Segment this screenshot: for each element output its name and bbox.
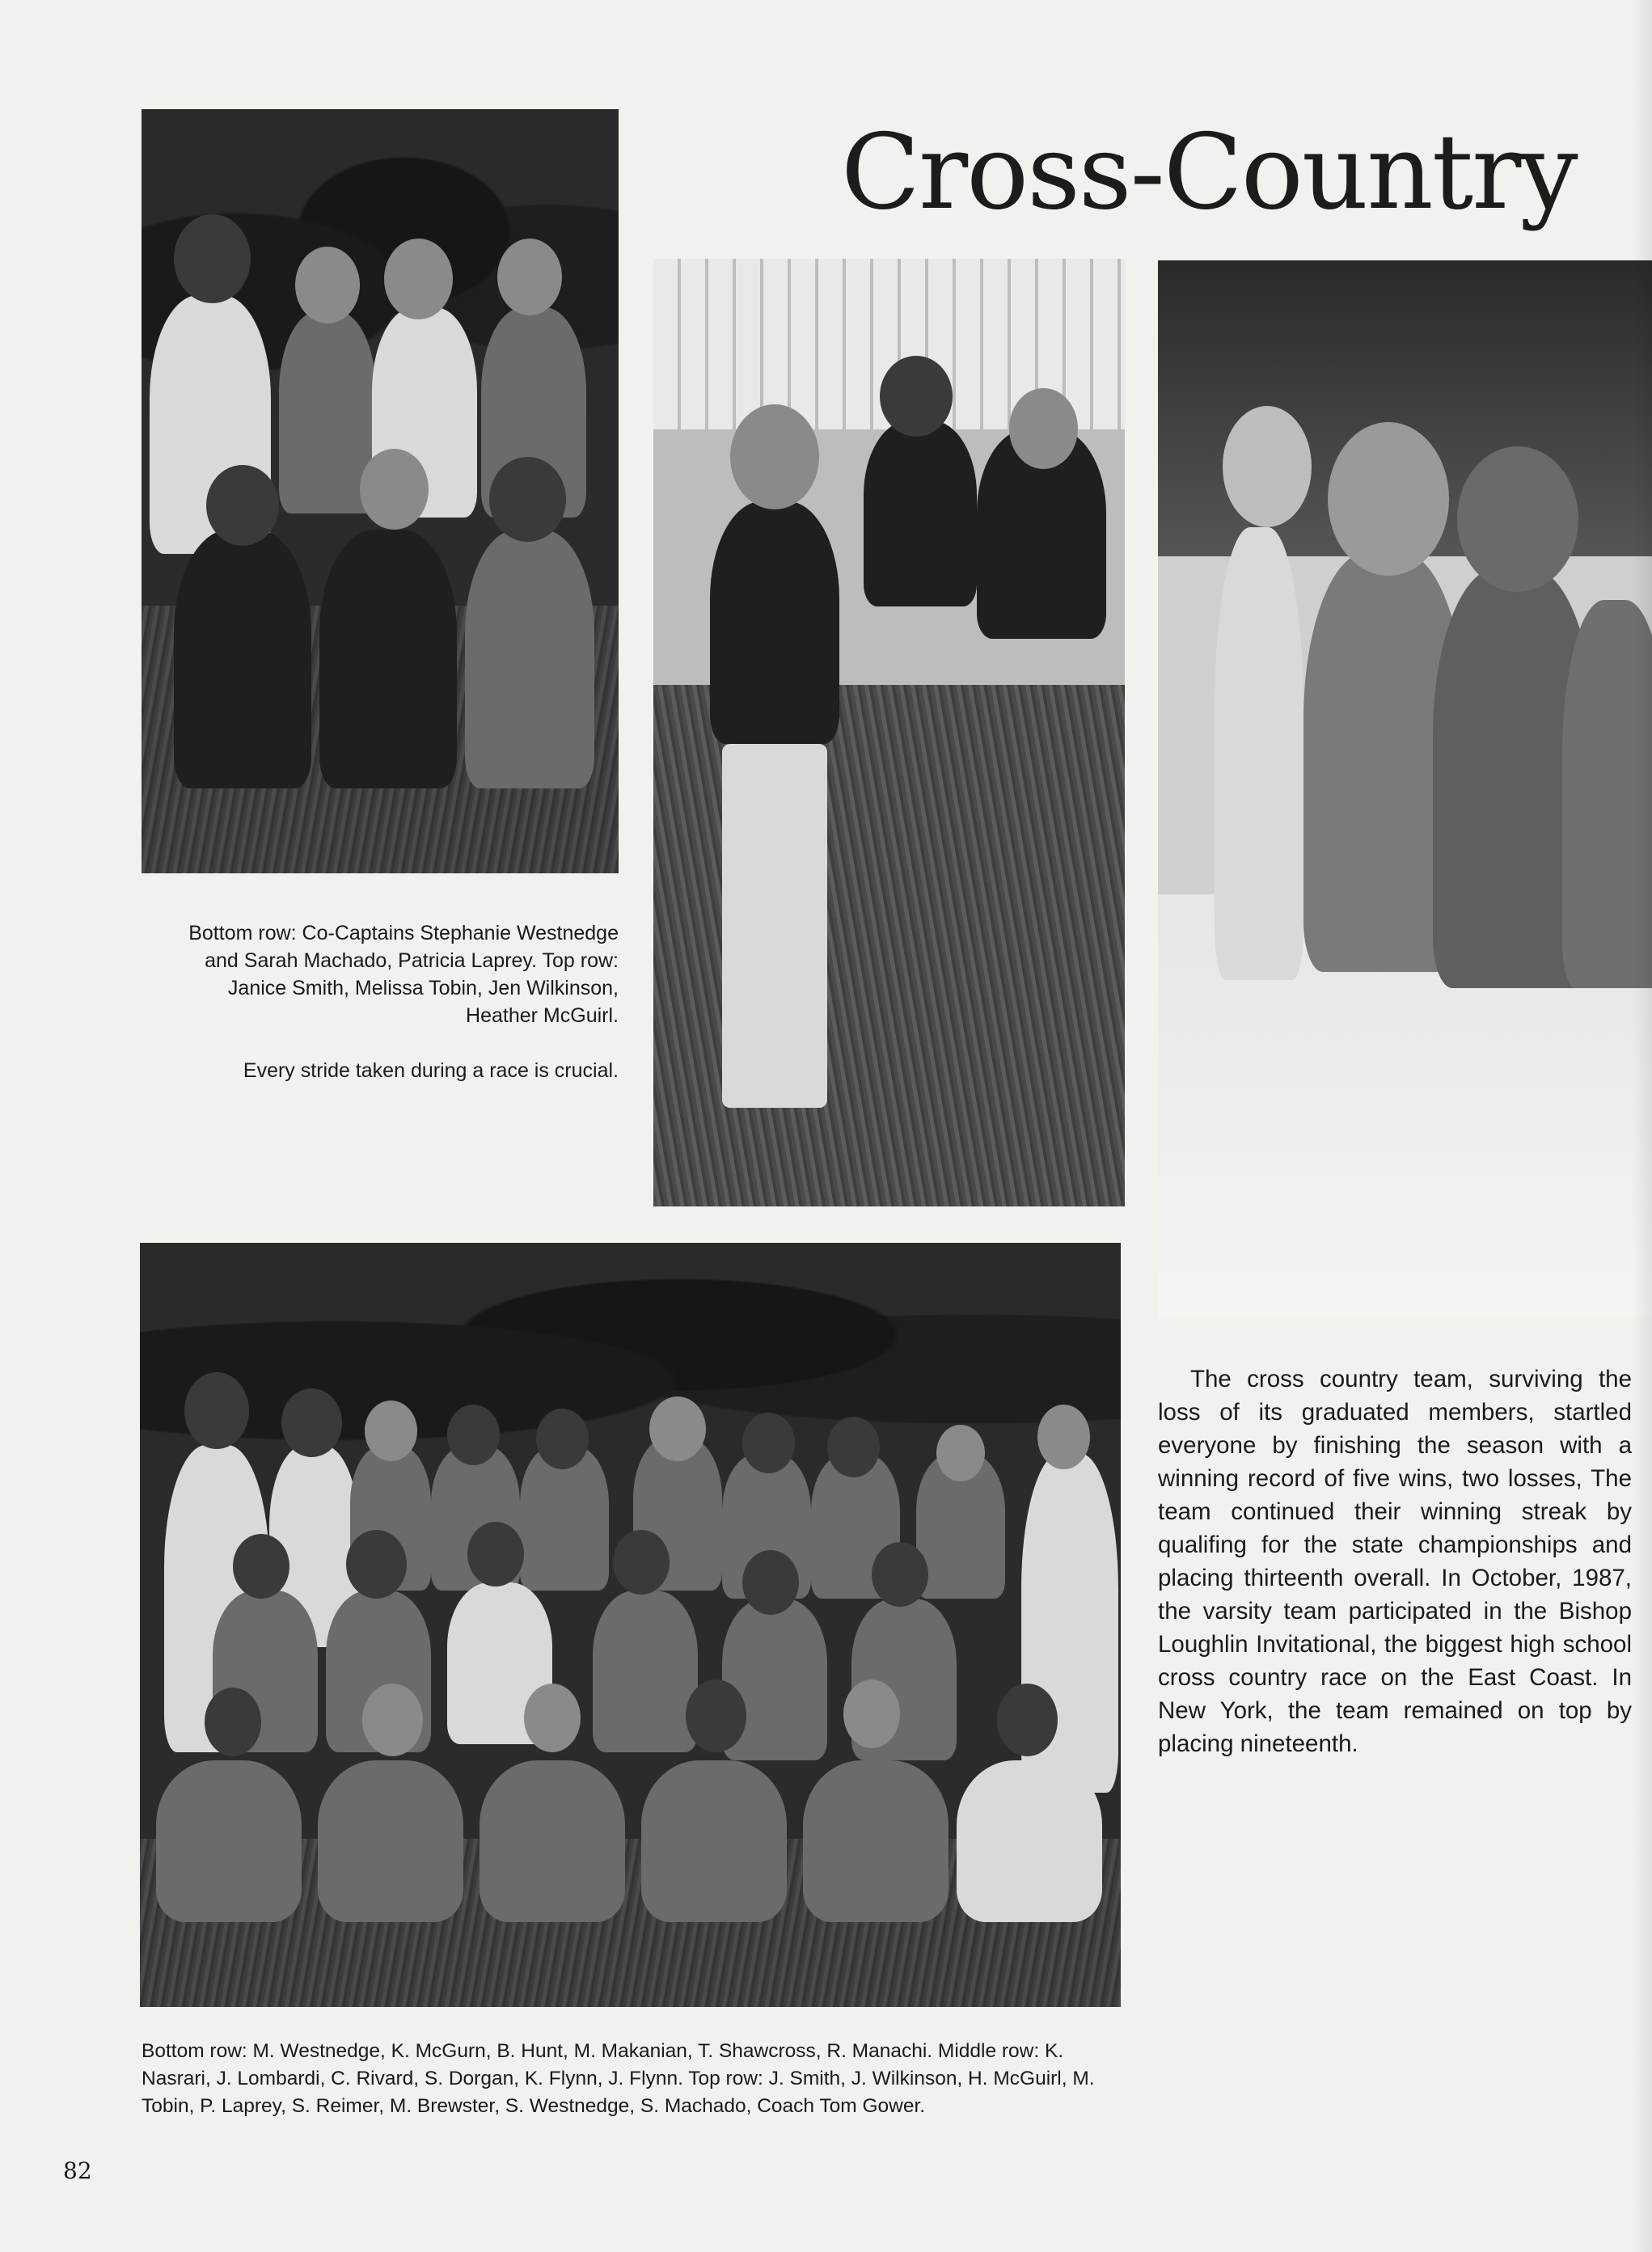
- team-closeup-photo: [1158, 260, 1652, 1316]
- person: [319, 530, 457, 788]
- person: [156, 1760, 302, 1922]
- person-head: [997, 1684, 1058, 1756]
- coach-head: [1037, 1405, 1090, 1469]
- person-head: [686, 1679, 746, 1752]
- person: [803, 1760, 949, 1922]
- person: [957, 1760, 1102, 1922]
- page-number: 82: [63, 2157, 92, 2184]
- person-head: [184, 1372, 249, 1449]
- runners-photo: [653, 259, 1125, 1206]
- person: [174, 530, 311, 788]
- runner-head: [730, 404, 819, 509]
- caption-line: Nasrari, J. Lombardi, C. Rivard, S. Dorgan, K. Flynn, J. Flynn. Top row: J. Smith, J. Wilkinson, H. McGuirl, M.: [142, 2068, 1095, 2089]
- person-head: [384, 239, 453, 319]
- story-paragraph: The cross country team, surviving the loss of its graduated members, startled everyone by finishing the season with a winning record of five wins, two losses, The team continued their winning streak by qualifing for the state championships and placing thirteenth overall. In October, 1987, the varsity team participated in the Bishop Loughlin Invitational, the biggest high school cross country race on the East Coast. In New York, the team remained on top by placing nineteenth.: [1158, 1366, 1632, 1757]
- person-head: [1223, 406, 1312, 527]
- person-head: [1457, 446, 1578, 592]
- person: [480, 1760, 625, 1922]
- person: [465, 530, 594, 788]
- caption-line: Janice Smith, Melissa Tobin, Jen Wilkinson,: [227, 977, 619, 999]
- person-head: [742, 1413, 795, 1473]
- person-head: [649, 1396, 706, 1461]
- person-head: [497, 239, 562, 315]
- person-head: [467, 1522, 524, 1587]
- person-head: [613, 1530, 670, 1595]
- person-head: [872, 1542, 928, 1607]
- runner-legs: [722, 744, 827, 1108]
- caption-line: Bottom row: M. Westnedge, K. McGurn, B. Hunt, M. Makanian, T. Shawcross, R. Manachi. Middle row: K.: [142, 2040, 1064, 2062]
- captains-caption: [142, 919, 619, 1084]
- person-head: [233, 1534, 289, 1599]
- person-head: [346, 1530, 407, 1599]
- person-head: [843, 1679, 900, 1748]
- person-head: [827, 1417, 880, 1477]
- caption-line: and Sarah Machado, Patricia Laprey. Top row:: [205, 949, 619, 972]
- captains-photo: [142, 109, 619, 873]
- person-head: [447, 1405, 500, 1465]
- running-caption: Every stride taken during a race is crucial.: [243, 1059, 619, 1082]
- caption-line: Tobin, P. Laprey, S. Reimer, M. Brewster, S. Westnedge, S. Machado, Coach Tom Gower.: [142, 2095, 926, 2117]
- person: [641, 1760, 787, 1922]
- full-team-photo: [140, 1243, 1121, 2007]
- person-head: [281, 1388, 342, 1457]
- person-head: [536, 1409, 589, 1469]
- runner-head: [880, 356, 953, 437]
- runner: [710, 501, 839, 744]
- person: [318, 1760, 463, 1922]
- person-head: [936, 1425, 985, 1481]
- person: [593, 1591, 698, 1752]
- roster-caption: [142, 2038, 1124, 2120]
- person-head: [362, 1684, 423, 1756]
- person-head: [205, 1688, 261, 1756]
- page-edge-shadow: [1633, 0, 1652, 2252]
- page-title: Cross-Country: [841, 112, 1577, 233]
- person-head: [489, 457, 566, 542]
- person: [1215, 527, 1303, 980]
- caption-line: Bottom row: Co-Captains Stephanie Westnedge: [188, 922, 619, 944]
- person-head: [174, 214, 251, 303]
- runner: [864, 420, 977, 606]
- person-head: [360, 449, 429, 530]
- person-head: [742, 1550, 799, 1615]
- person-head: [365, 1401, 417, 1461]
- person-head: [206, 465, 279, 546]
- runner-head: [1009, 388, 1078, 469]
- person-head: [524, 1684, 581, 1752]
- person-head: [295, 247, 360, 323]
- person-head: [1328, 422, 1449, 576]
- caption-line: Heather McGuirl.: [466, 1004, 619, 1027]
